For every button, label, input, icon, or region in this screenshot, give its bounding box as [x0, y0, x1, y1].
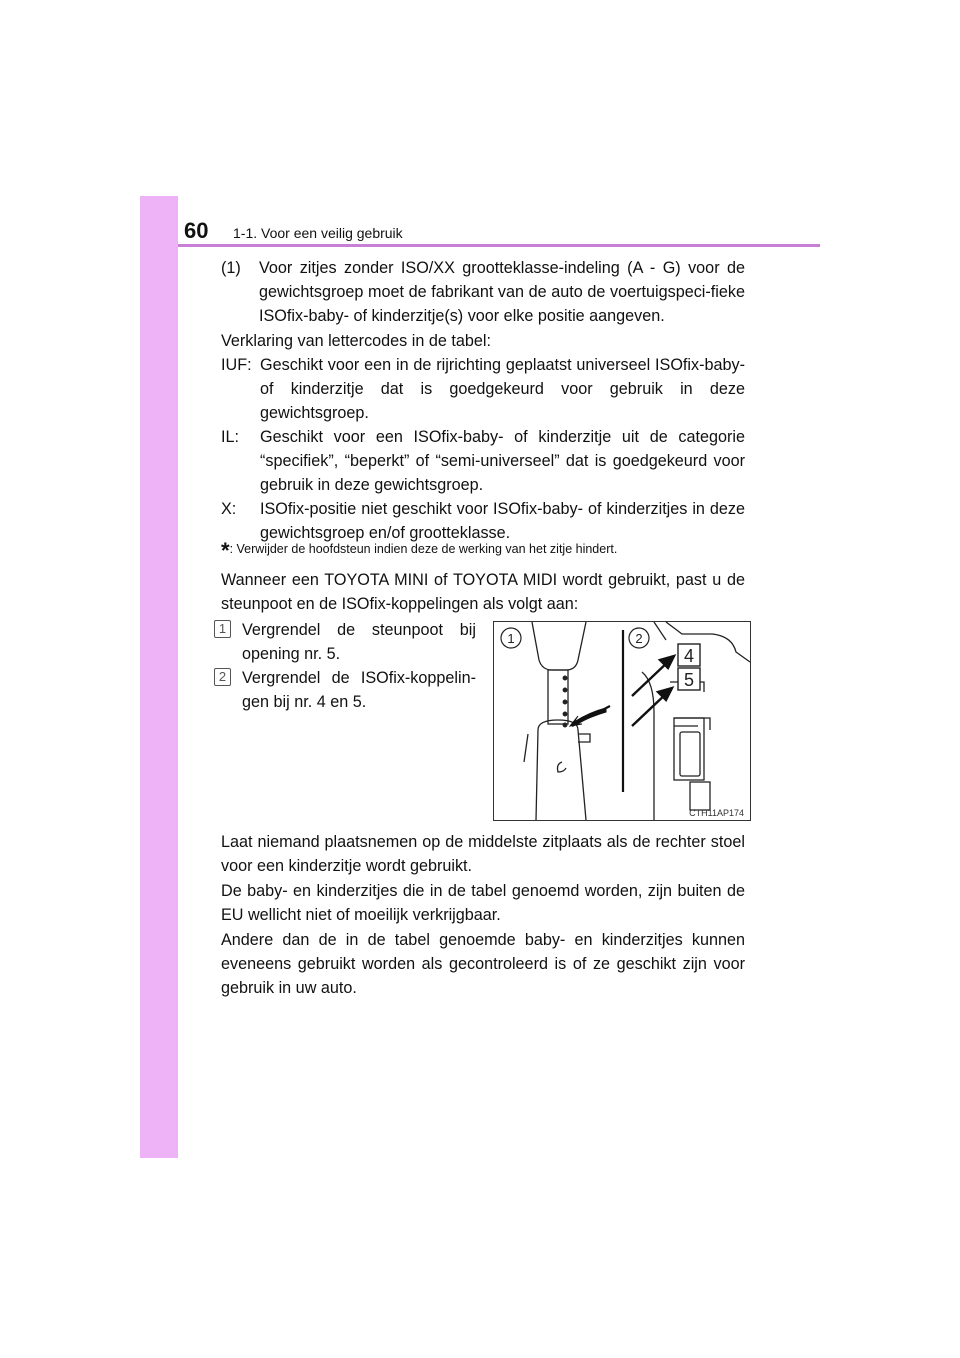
- footnote-text: : Verwijder de hoofdsteun indien deze de werking van het zitje hindert.: [229, 542, 618, 556]
- paragraph-availability: De baby- en kinderzitjes die in de tabel genoemd worden, zijn buiten de EU wellicht niet of moeilijk verkrijgbaar.: [221, 882, 745, 924]
- callout-2-label: 2: [635, 631, 643, 646]
- paragraph-other-seats: Andere dan de in de tabel genoemde baby- en kinderzitjes kunnen eveneens gebruikt worden als gecontroleerd is of ze geschikt zijn voor gebruik in uw auto.: [221, 931, 745, 997]
- intro-note: [221, 256, 745, 328]
- figure-code: CTH11AP174: [689, 808, 744, 818]
- callout-2: [629, 628, 649, 648]
- chapter-side-tab: [140, 196, 178, 1158]
- step-1: [214, 618, 476, 666]
- step-number-badge: 2: [214, 668, 231, 686]
- position-4-label: 4: [683, 646, 695, 666]
- legend-text: ISOfix-positie niet geschikt voor ISOfix-baby- of kinderzitjes in deze gewichtsgroep en/of grootteklasse.: [260, 500, 745, 542]
- legend-code: IL:: [221, 428, 239, 446]
- legend-code: IUF:: [221, 356, 252, 374]
- footnote: [221, 538, 745, 564]
- chapter-title: 1-1. Voor een veilig gebruik: [233, 225, 403, 241]
- step-number-badge: 1: [214, 620, 231, 638]
- legend-title: Verklaring van lettercodes in de tabel:: [221, 332, 491, 350]
- isofix-illustration: [493, 621, 751, 821]
- arrow-icon: [632, 656, 674, 726]
- instruction-text: Wanneer een TOYOTA MINI of TOYOTA MIDI wordt gebruikt, past u de steunpoot en de ISOfix-koppelingen als volgt aan:: [221, 571, 745, 613]
- intro-note-label: (1): [221, 259, 241, 277]
- legend-item-iuf: [221, 353, 745, 425]
- position-5-label: 5: [683, 670, 695, 690]
- legend-item-il: [221, 425, 745, 497]
- step-text: Vergrendel de ISOfix-koppelin-gen bij nr. 4 en 5.: [242, 669, 476, 711]
- header-divider: [178, 244, 820, 247]
- illustration-drawing: [494, 622, 750, 820]
- callout-1-label: 1: [507, 631, 515, 646]
- legend-text: Geschikt voor een ISOfix-baby- of kinderzitje uit de categorie “specifiek”, “beperkt” of “semi-universeel” dat is goedgekeurd voor gebruik in deze gewichtsgroep.: [260, 428, 745, 494]
- footnote-marker: *: [221, 538, 230, 563]
- step-text: Vergrendel de steunpoot bij opening nr. 5.: [242, 621, 476, 663]
- legend-text: Geschikt voor een in de rijrichting geplaatst universeel ISOfix-baby- of kinderzitje dat is goedgekeurd voor gebruik in deze gewichtsgroep.: [260, 356, 745, 422]
- callout-1: [501, 628, 521, 648]
- paragraph-middle-seat: Laat niemand plaatsnemen op de middelste zitplaats als de rechter stoel voor een kinderzitje wordt gebruikt.: [221, 833, 745, 875]
- step-2: [214, 666, 476, 714]
- page-number: 60: [184, 218, 209, 243]
- legend-code: X:: [221, 500, 237, 518]
- intro-note-text: Voor zitjes zonder ISO/XX grootteklasse-indeling (A - G) voor de gewichtsgroep moet de fabrikant van de auto de voertuigspeci-fieke ISOfix-baby- of kinderzitje(s) voor elke positie aangeven.: [259, 259, 745, 325]
- arrow-icon: [570, 706, 610, 726]
